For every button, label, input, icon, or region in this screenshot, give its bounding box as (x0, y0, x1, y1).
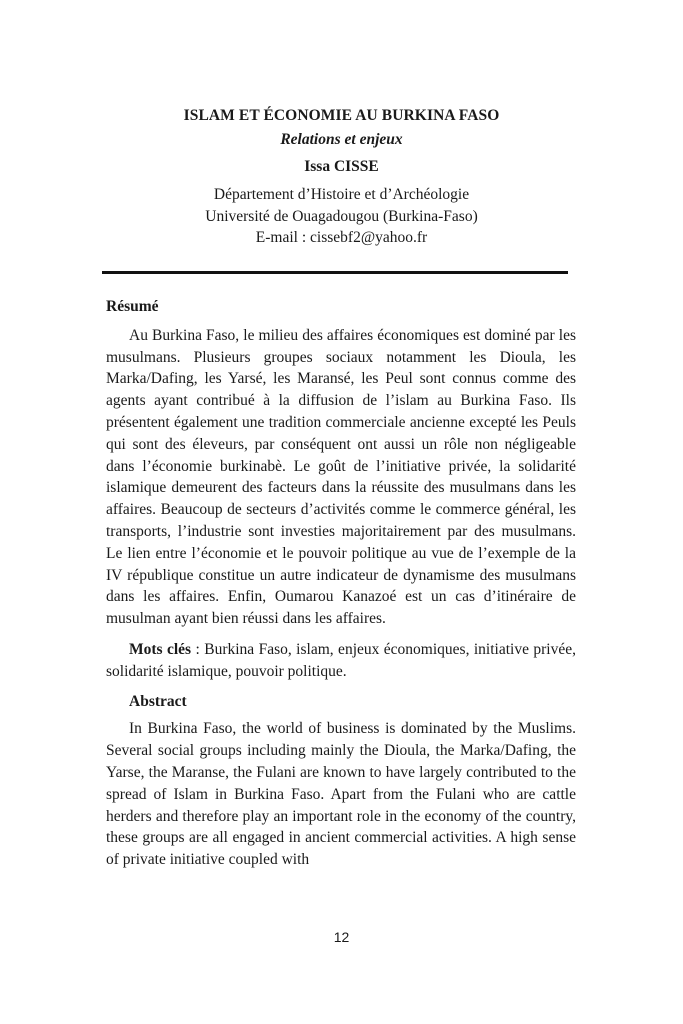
header-divider (102, 271, 568, 274)
article-title: ISLAM ET ÉCONOMIE AU BURKINA FASO (183, 107, 500, 124)
author-name: Issa CISSE (304, 158, 379, 175)
article-header (0, 106, 683, 249)
author-email: E-mail : cissebf2@yahoo.fr (255, 229, 428, 246)
page-number: 12 (333, 929, 350, 945)
resume-heading: Résumé (106, 298, 159, 315)
article-subtitle: Relations et enjeux (280, 131, 403, 148)
keywords-label: Mots clés (129, 640, 192, 658)
abstract-paragraph: In Burkina Faso, the world of business is dominated by the Muslims. Several social groups including mainly the Dioula, the Marka/Dafing, the Yarse, the Maranse, the Fulani are known to have largely contributed to the spread of Islam in Burkina Faso. Apart from the Fulani who are cattle herders and therefore play an important role in the economy of the country, these groups are all engaged in ancient commercial activities. A high sense of private initiative coupled with (106, 720, 576, 869)
article-body (106, 296, 576, 871)
author-department: Département d’Histoire et d’Archéologie (213, 186, 470, 203)
keywords-text: : Burkina Faso, islam, enjeux économiques, initiative privée, solidarité islamique, pouvoir politique. (106, 640, 576, 680)
abstract-heading: Abstract (129, 692, 187, 710)
author-university: Université de Ouagadougou (Burkina-Faso) (205, 207, 478, 225)
resume-paragraph: Au Burkina Faso, le milieu des affaires économiques est dominé par les musulmans. Plusieurs groupes sociaux notamment les Dioula, les Marka/Dafing, les Yarsé, les Maransé, les Peul sont connus comme des agents ayant contribué à la diffusion de l’islam au Burkina Faso. Ils présentent également une tradition commerciale ancienne excepté les Peuls qui sont des éleveurs, par conséquent ont aussi un rôle non négligeable dans l’économie burkinabè. Le goût de l’initiative privée, la solidarité islamique demeurent des facteurs dans la réussite des musulmans dans les affaires. Beaucoup de secteurs d’activités comme le commerce général, les transports, l’industrie sont investies majoritairement par des musulmans. Le lien entre l’économie et le pouvoir politique au vue de l’exemple de la IV république constitue un autre indicateur de dynamisme des musulmans dans les affaires. Enfin, Oumarou Kanazoé est un cas d’itinéraire de musulman ayant bien réussi dans les affaires. (106, 326, 576, 628)
keywords-paragraph (106, 639, 576, 683)
